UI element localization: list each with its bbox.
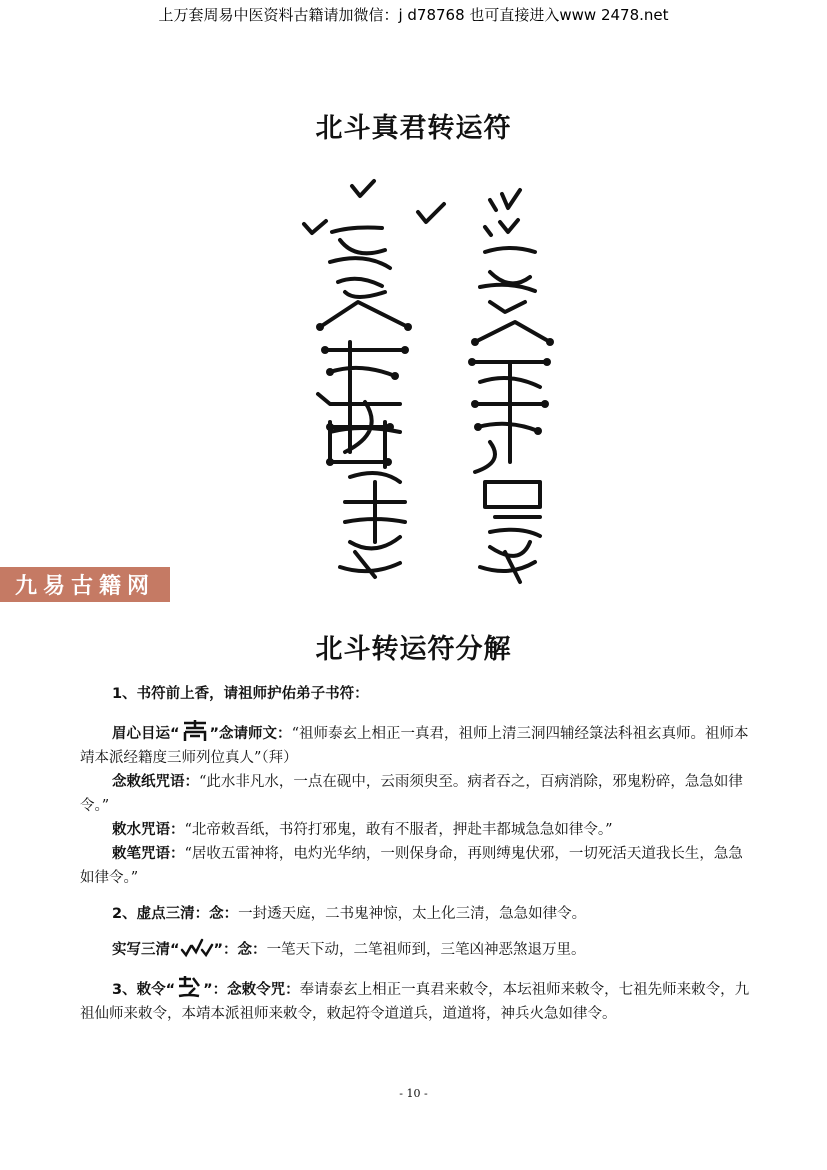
paragraph-8: 3、敕令“ ”：念敕令咒：奉请泰玄上相正一真君来敕令，本坛祖师来敕令，七祖先师来敕令，九祖仙师来敕令，本靖本派祖师来敕令，敕起符令道道兵，道道将，神兵火急如律令。: [80, 974, 750, 1026]
page-title: 北斗真君转运符: [315, 113, 512, 144]
paragraph-1: [80, 682, 750, 706]
watermark-text: 九易古籍网: [14, 573, 155, 599]
document-body: [80, 682, 750, 1026]
page-number: - 10 -: [399, 1087, 428, 1100]
three-checks-icon: [180, 938, 214, 960]
paragraph-1-bold: 1、书符前上香，请祖师护佑弟子书符：: [112, 686, 369, 702]
paragraph-6: 2、虚点三清：念：一封透天庭，二书鬼神惊，太上化三清，急急如律令。: [112, 906, 587, 922]
talisman-glyph-icon: [180, 718, 210, 744]
chiling-glyph-icon: [175, 974, 203, 1000]
paragraph-7: 实写三清“ ”：念：一笔天下动，二笔祖师到，三笔凶神恶煞退万里。: [80, 938, 750, 962]
watermark-logo: [0, 567, 170, 602]
paragraph-3: 念敕纸咒语：“此水非凡水，一点在砚中，云雨须臾至。病者吞之，百病消除，邪鬼粉碎，急急如律令。”: [80, 774, 743, 814]
paragraph-5: 敕笔咒语：“居收五雷神将，电灼光华纳，一则保身命，再则缚鬼伏邪，一切死活天道我长生，急急如律令。”: [80, 846, 743, 886]
paragraph-2: 眉心目运“ ”念请师文：“祖师泰玄上相正一真君，祖师上清三洞四辅经箓法科祖玄真师。祖师本靖本派经籍度三师列位真人”（拜）: [80, 718, 750, 770]
page-header: 上万套周易中医资料古籍请加微信：j d78768 也可直接进入www 2478.net: [158, 6, 669, 24]
section-title: 北斗转运符分解: [315, 634, 512, 665]
talisman-drawing: [290, 172, 560, 590]
paragraph-4: 敕水咒语：“北帝敕吾纸，书符打邪鬼，敢有不服者，押赴丰都城急急如律令。”: [112, 822, 613, 838]
